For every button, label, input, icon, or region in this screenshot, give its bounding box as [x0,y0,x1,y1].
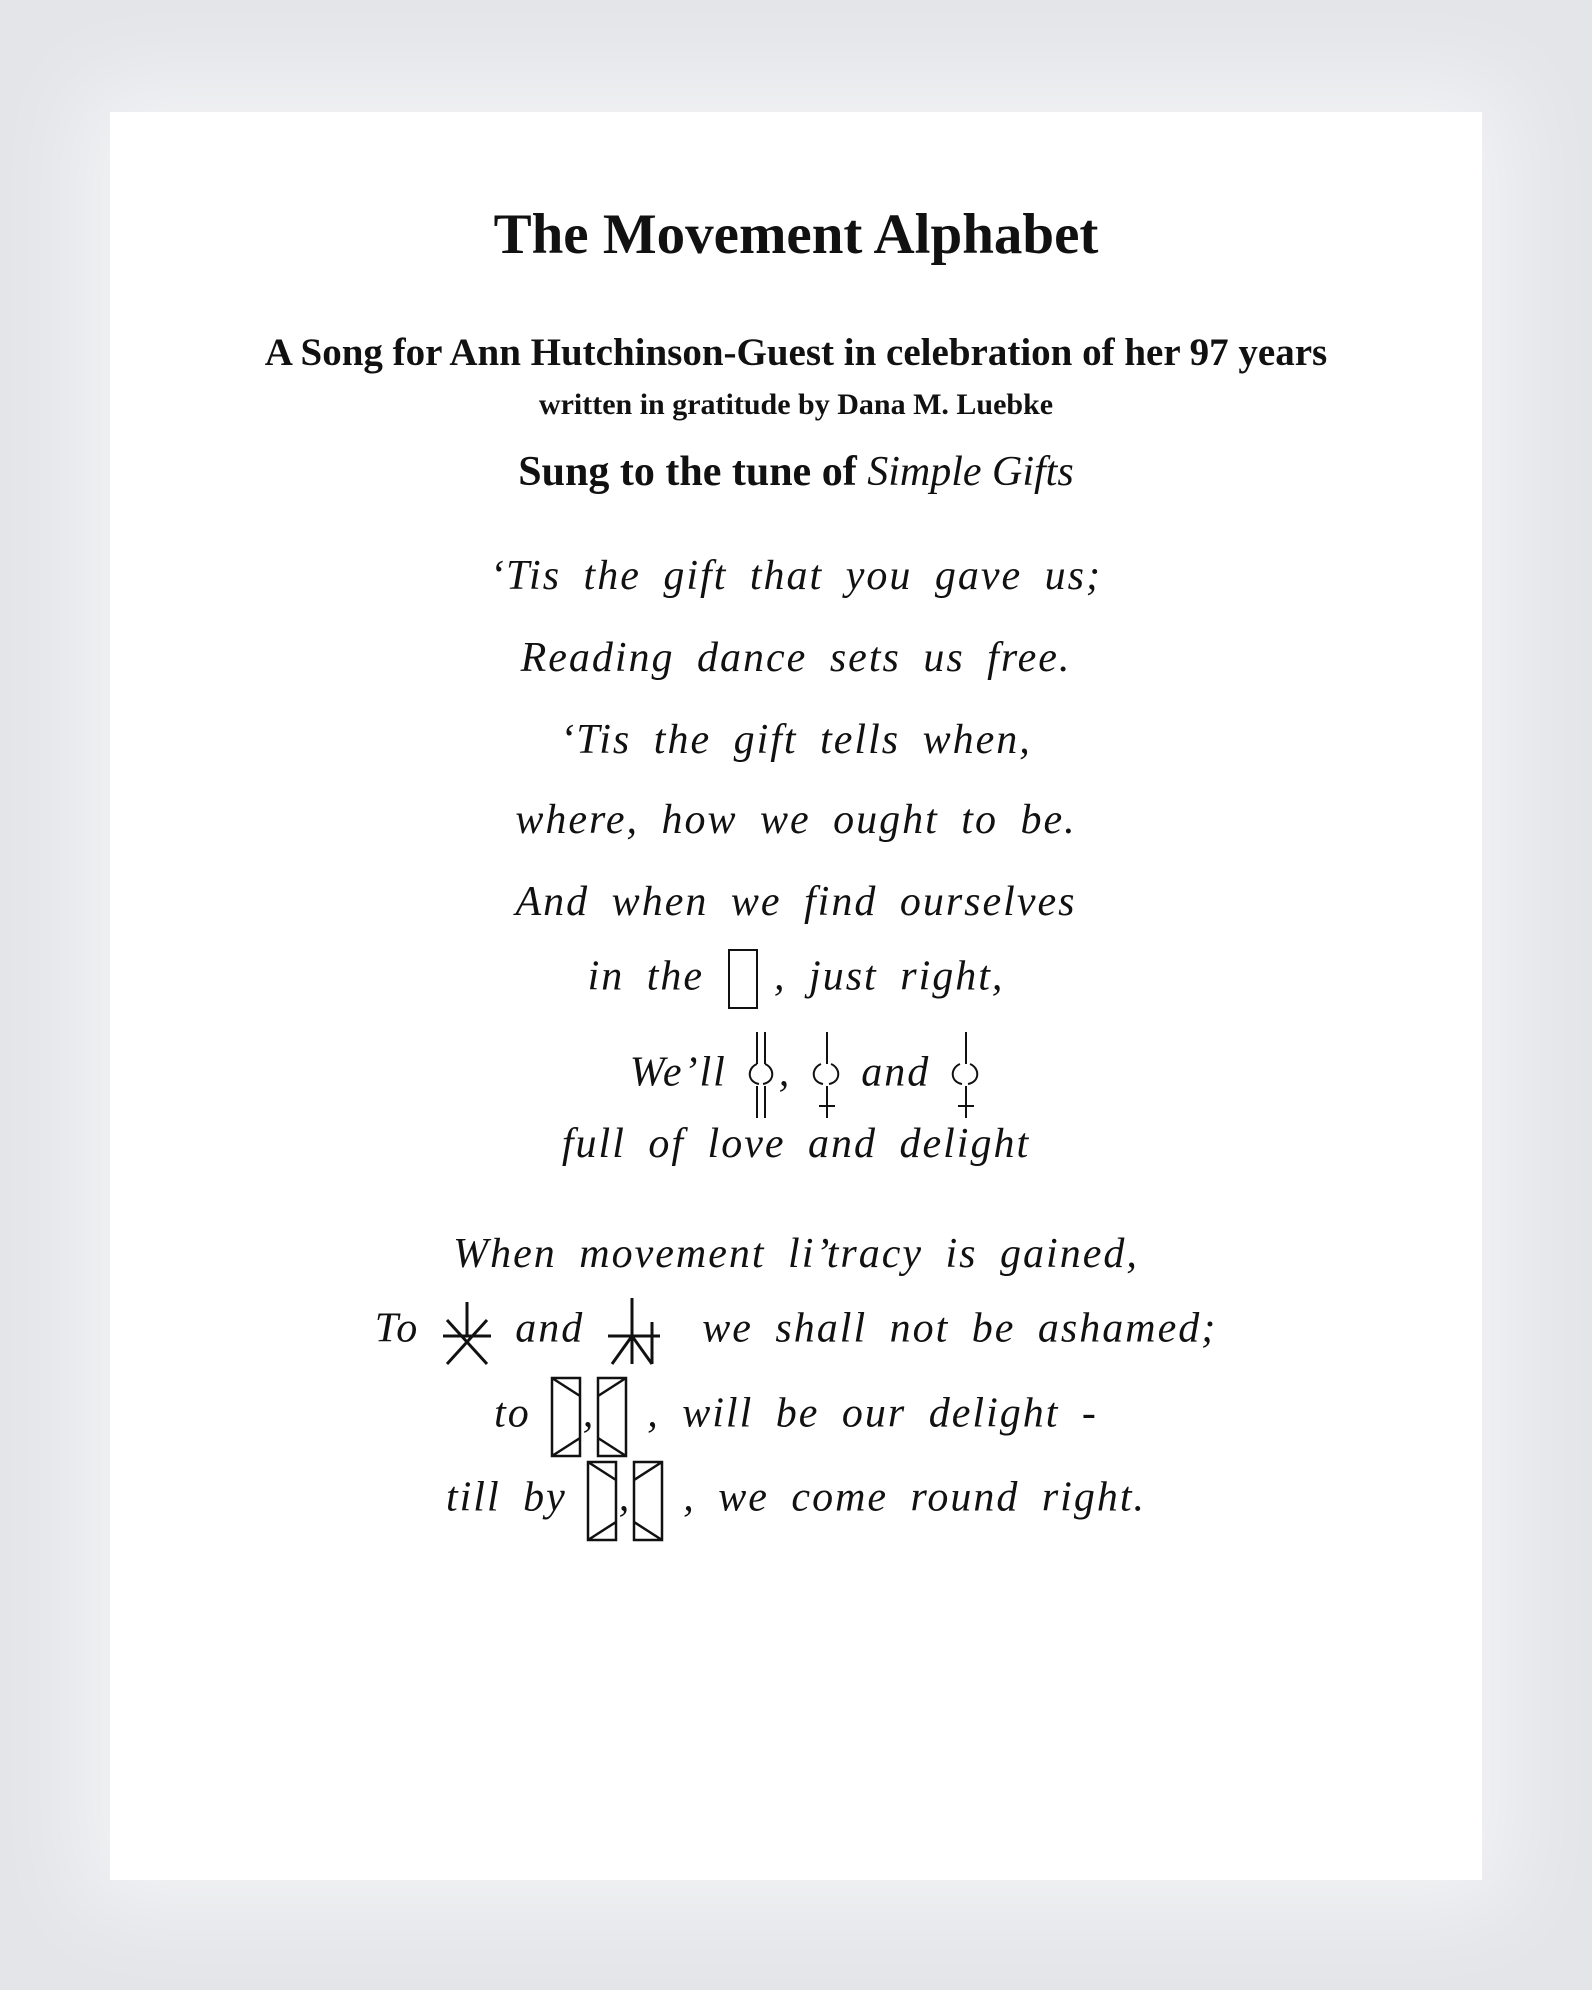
verse2-line-2 [110,1292,1482,1372]
verse1-line-8: full of love and delight [561,1121,1031,1167]
direction-symbol-icon-4 [631,1458,665,1544]
verse2-line-3-comma: , [582,1390,596,1437]
verse1-line-7 [110,1030,1482,1122]
verse1-line-7-comma: , [778,1049,792,1096]
page-title: The Movement Alphabet [493,203,1099,266]
verse2-line-2-end: we shall not be ashamed; [702,1305,1218,1352]
verse2-line-4 [110,1458,1482,1544]
turn-symbol-icon-2 [948,1030,982,1122]
tune-line [110,448,1482,496]
verse1-line-3: ‘Tis the gift tells when, [560,717,1032,763]
star-symbol-icon [437,1292,497,1372]
verse2-line-3-end: , will be our delight - [647,1390,1098,1437]
verse2-line-4-start: till by [445,1474,567,1521]
verse2-line-3 [110,1374,1482,1460]
verse1-line-6-start: in the [587,953,705,1000]
verse2-line-2-start: To [374,1305,420,1352]
verse1-line-1: ‘Tis the gift that you gave us; [490,553,1102,599]
pin-symbol-icon [602,1292,666,1372]
verse2-line-2-and: and [515,1305,585,1352]
verse2-line-3-start: to [494,1390,531,1437]
tune-name: Simple Gifts [867,449,1074,495]
direction-symbol-icon-3 [585,1458,619,1544]
dedication-line: A Song for Ann Hutchinson-Guest in celebration of her 97 years [264,331,1328,374]
verse1-line-7-and: and [861,1049,931,1096]
place-box-symbol-icon [726,948,760,1012]
turn-symbol-icon-1 [809,1030,843,1122]
tune-prefix: Sung to the tune of [518,449,857,495]
verse2-line-1: When movement li’tracy is gained, [453,1231,1139,1277]
verse2-line-4-end: , we come round right. [683,1474,1147,1521]
song-sheet [110,112,1482,1880]
verse1-line-6 [110,948,1482,1012]
verse2-line-4-comma: , [618,1474,632,1521]
double-hold-symbol-icon [745,1030,779,1122]
verse1-line-6-end: , just right, [774,953,1005,1000]
verse1-line-2: Reading dance sets us free. [520,635,1072,681]
direction-symbol-icon-2 [595,1374,629,1460]
author-line: written in gratitude by Dana M. Luebke [538,388,1054,421]
direction-symbol-icon-1 [549,1374,583,1460]
verse1-line-5: And when we find ourselves [515,879,1077,925]
verse1-line-7-start: We’ll [629,1049,727,1096]
verse1-line-4: where, how we ought to be. [515,797,1077,843]
